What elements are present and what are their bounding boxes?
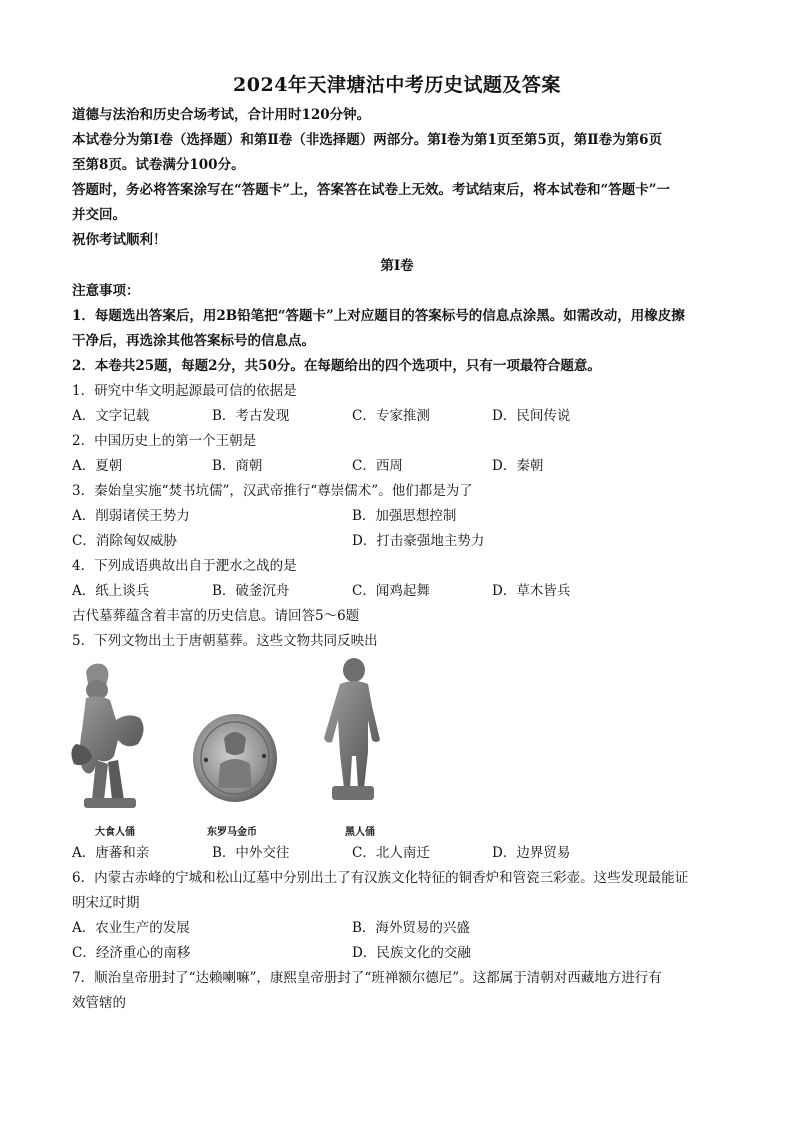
q5-option-a[interactable]: A．唐蕃和亲 [72,845,150,861]
q7-stem-line-2: 效管辖的 [72,995,126,1011]
q6-option-a[interactable]: A．农业生产的发展 [72,920,190,936]
q6-stem-line-1: 6．内蒙古赤峰的宁城和松山辽墓中分别出土了有汉族文化特征的铜香炉和管瓷三彩壶。这些发现最能证 [72,870,689,886]
q4-option-a[interactable]: A．纸上谈兵 [72,583,150,599]
q2-option-b[interactable]: B．商朝 [212,458,263,474]
q7-stem-line-1: 7．顺治皇帝册封了“达赖喇嘛”，康熙皇帝册封了“班禅额尔德尼”。这都属于清朝对西藏地方进行有 [72,970,662,986]
intro-line-2: 本试卷分为第Ⅰ卷（选择题）和第Ⅱ卷（非选择题）两部分。第Ⅰ卷为第1页至第5页，第Ⅱ卷为第6页 [72,132,663,148]
q5-option-b[interactable]: B．中外交往 [212,845,290,861]
q6-option-c[interactable]: C．经济重心的南移 [72,945,191,961]
q2-option-c[interactable]: C．西周 [352,458,403,474]
q6-stem-line-2: 明宋辽时期 [72,895,140,911]
byzantine-coin-image [190,708,280,808]
caption-african-figurine: 黑人俑 [345,827,375,838]
q4-option-d[interactable]: D．草木皆兵 [492,583,571,599]
section-title: 第Ⅰ卷 [380,258,414,274]
intro-line-4: 答题时，务必将答案涂写在“答题卡”上，答案答在试卷上无效。考试结束后，将本试卷和“答题卡”一 [72,182,671,198]
q1-option-d[interactable]: D．民间传说 [492,408,571,424]
note-2: 2．本卷共25题，每题2分，共50分。在每题给出的四个选项中，只有一项最符合题意。 [72,358,601,374]
caption-byzantine-coin: 东罗马金币 [207,827,257,838]
q1-option-a[interactable]: A．文字记载 [72,408,150,424]
african-figurine-image [318,656,384,821]
q5-stem: 5．下列文物出土于唐朝墓葬。这些文物共同反映出 [72,633,378,649]
q6-option-b[interactable]: B．海外贸易的兴盛 [352,920,470,936]
q2-stem: 2．中国历史上的第一个王朝是 [72,433,257,449]
q3-option-c[interactable]: C．消除匈奴威胁 [72,533,177,549]
q1-option-c[interactable]: C．专家推测 [352,408,430,424]
page-title: 2024年天津塘沽中考历史试题及答案 [233,74,561,96]
intro-line-6: 祝你考试顺利！ [72,232,167,248]
q2-option-a[interactable]: A．夏朝 [72,458,123,474]
q4-option-c[interactable]: C．闻鸡起舞 [352,583,430,599]
q4-option-b[interactable]: B．破釜沉舟 [212,583,290,599]
intro-line-5: 并交回。 [72,207,126,223]
q5-option-d[interactable]: D．边界贸易 [492,845,571,861]
q4-stem: 4．下列成语典故出自于淝水之战的是 [72,558,297,574]
intro-line-1: 道德与法治和历史合场考试，合计用时120分钟。 [72,107,371,123]
q1-stem: 1．研究中华文明起源最可信的依据是 [72,383,297,399]
intro-line-3: 至第8页。试卷满分100分。 [72,157,245,173]
q2-option-d[interactable]: D．秦朝 [492,458,544,474]
caption-dashi-figurine: 大食人俑 [95,827,135,838]
q3-option-d[interactable]: D．打击豪强地主势力 [352,533,485,549]
q1-option-b[interactable]: B．考古发现 [212,408,290,424]
notes-heading: 注意事项： [72,283,140,299]
q3-stem: 3．秦始皇实施“焚书坑儒”，汉武帝推行“尊崇儒术”。他们都是为了 [72,483,473,499]
q3-option-a[interactable]: A．削弱诸侯王势力 [72,508,190,524]
note-1-line-1: 1．每题选出答案后，用2B铅笔把“答题卡”上对应题目的答案标号的信息点涂黑。如需改动，用橡皮擦 [72,308,685,324]
q5-option-c[interactable]: C．北人南迁 [352,845,430,861]
passage-text: 古代墓葬蕴含着丰富的历史信息。请回答5～6题 [72,608,360,624]
q6-option-d[interactable]: D．民族文化的交融 [352,945,471,961]
q3-option-b[interactable]: B．加强思想控制 [352,508,457,524]
note-1-line-2: 干净后，再选涂其他答案标号的信息点。 [72,333,315,349]
dashi-figurine-image [68,660,158,820]
